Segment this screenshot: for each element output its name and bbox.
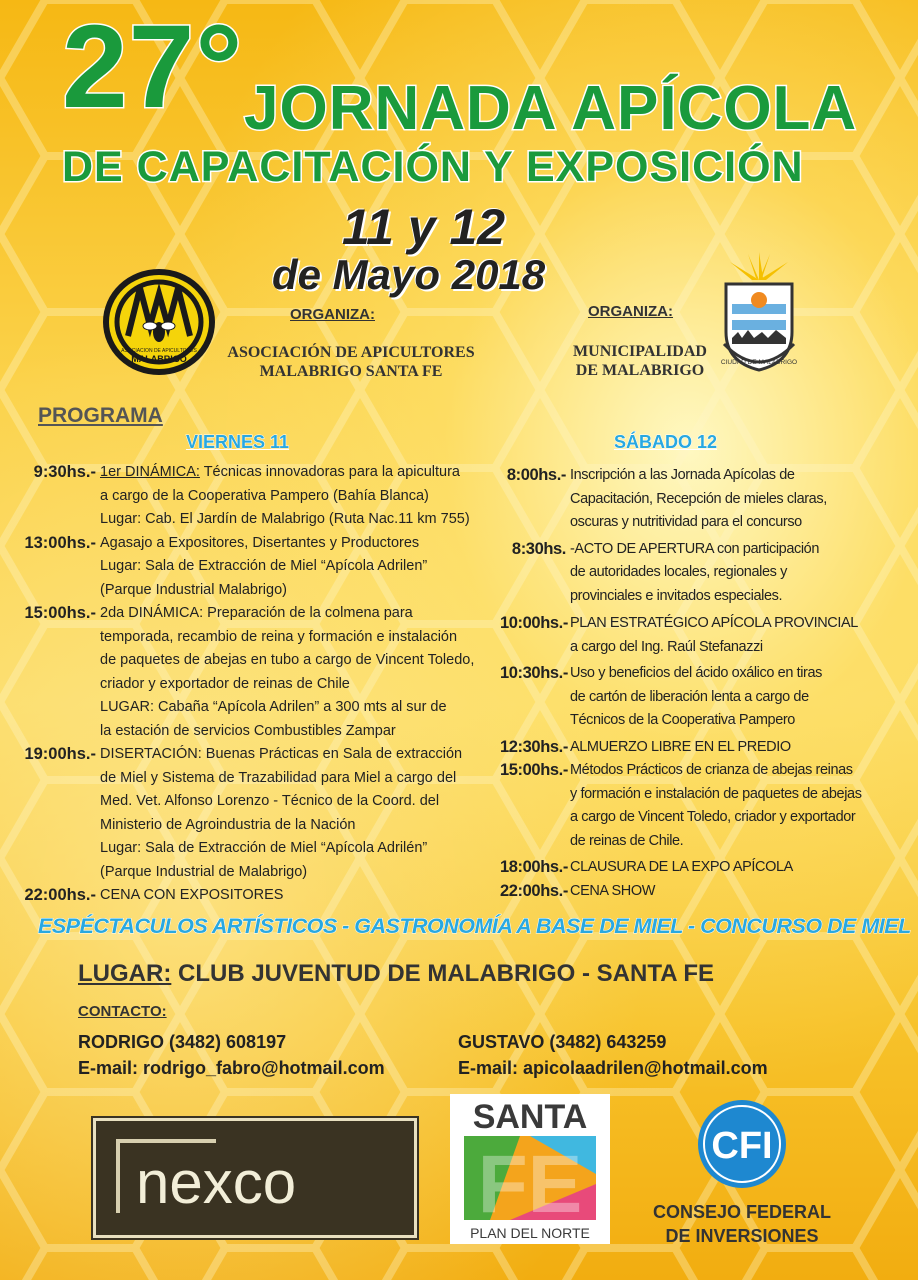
schedule-time: 10:30hs.- [500, 664, 568, 682]
schedule-description [100, 461, 470, 532]
event-title: JORNADA APÍCOLA [244, 74, 858, 143]
organizer-name-line: DE MALABRIGO [575, 362, 705, 379]
plan-del-norte: PLAN DEL NORTE [470, 1225, 590, 1241]
schedule-item [500, 538, 895, 609]
contact-rodrigo [78, 1029, 385, 1081]
schedule-description: ALMUERZO LIBRE EN EL PREDIO [570, 738, 791, 755]
schedule-item [22, 743, 502, 884]
event-month-year: de Mayo 2018 [272, 251, 546, 298]
organizer-name-line: ASOCIACIÓN DE APICULTORES [227, 344, 475, 361]
nexco-logo [93, 1118, 417, 1238]
organizer-name-line: MUNICIPALIDAD [573, 343, 707, 360]
schedule-label: 1er DINÁMICA: [100, 464, 200, 480]
municipality-crest-logo [718, 252, 800, 382]
venue-label: LUGAR: [78, 960, 172, 987]
schedule-item [22, 602, 502, 743]
schedule-time: 10:00hs.- [500, 614, 568, 632]
schedule-item [500, 759, 895, 853]
schedule-description: CLAUSURA DE LA EXPO APÍCOLA [570, 859, 793, 875]
santa-fe-logo [450, 1094, 610, 1244]
nexco-logo-mark [96, 1121, 414, 1235]
santa-fe-logo-mark [450, 1094, 610, 1244]
contact-email[interactable]: E-mail: apicolaadrilen@hotmail.com [458, 1058, 768, 1078]
schedule-time: 22:00hs.- [24, 886, 96, 904]
schedule-description: Uso y beneficios del ácido oxálico en tiras de cartón de liberación lenta a cargo de Técnicos de la Cooperativa Pampero [570, 665, 822, 728]
schedule-time: 19:00hs.- [24, 745, 96, 763]
schedule-item [22, 461, 502, 532]
schedule-description: Inscripción a las Jornada Apícolas de Capacitación, Recepción de mieles claras, oscuras y nutritividad para el concurso [570, 467, 827, 530]
schedule-description: 2da DINÁMICA: Preparación de la colmena para temporada, recambio de reina y formación e instalación de paquetes de abejas en tubo a cargo de Vincent Toledo, criador y exportador de reinas de Chile LUGAR: Cabaña “Apícola Adrilen” a 300 mts al sur de la estación de servicios Combustibles Zampar [100, 605, 475, 739]
venue-value: CLUB JUVENTUD DE MALABRIGO - SANTA FE [171, 960, 714, 987]
contact-name-phone: RODRIGO (3482) 608197 [78, 1032, 287, 1052]
schedule-item [500, 612, 895, 659]
schedule-description: CENA CON EXPOSITORES [100, 887, 284, 903]
cfi-logo [652, 1098, 832, 1258]
schedule-time: 8:00hs.- [506, 466, 566, 484]
organizer-name-municipality [560, 342, 720, 380]
organizer-label: ORGANIZA: [588, 303, 673, 320]
schedule-time: 15:00hs.- [24, 604, 96, 622]
logo-caption: ASOCIACION DE APICULTORES [121, 348, 197, 354]
contact-gustavo [458, 1029, 768, 1081]
schedule-description: -ACTO DE APERTURA con participación de autoridades locales, regionales y provinciales e invitados especiales. [570, 540, 819, 604]
contact-label: CONTACTO: [78, 1003, 167, 1020]
santa-word: SANTA [472, 1098, 588, 1136]
schedule-description: CENA SHOW [570, 882, 656, 899]
schedule-item [500, 736, 895, 760]
schedule-description: Agasajo a Expositores, Disertantes y Productores Lugar: Sala de Extracción de Miel “Apícola Adrilen” (Parque Industrial Malabrigo) [100, 534, 428, 598]
organizer-label: ORGANIZA: [290, 306, 375, 323]
event-subtitle: DE CAPACITACIÓN Y EXPOSICIÓN [62, 143, 804, 191]
saturday-heading: SÁBADO 12 [614, 432, 718, 452]
schedule-time: 22:00hs.- [500, 881, 568, 900]
cfi-logo-mark [652, 1098, 832, 1258]
friday-schedule [22, 461, 502, 908]
event-days: 11 y 12 [342, 199, 506, 255]
schedule-item [500, 856, 895, 880]
venue [78, 960, 714, 988]
cfi-initials: CFI [711, 1125, 773, 1167]
organizer-name-association [222, 343, 480, 381]
contact-email[interactable]: E-mail: rodrigo_fabro@hotmail.com [78, 1058, 385, 1078]
schedule-description: PLAN ESTRATÉGICO APÍCOLA PROVINCIAL a cargo del Ing. Raúl Stefanazzi [570, 615, 858, 655]
schedule-text: Técnicas innovadoras para la apicultura a cargo de la Cooperativa Pampero (Bahía Blanca) Lugar: Cab. El Jardín de Malabrigo (Ruta Nac.11 km 755) [100, 464, 470, 527]
contact-name-phone: GUSTAVO (3482) 643259 [458, 1032, 667, 1052]
nexco-wordmark: nexco [136, 1149, 297, 1216]
schedule-item [500, 662, 895, 733]
schedule-time: 8:30hs. [511, 539, 566, 558]
friday-heading: VIERNES 11 [186, 432, 290, 452]
schedule-description: Métodos Prácticos de crianza de abejas reinas y formación e instalación de paquetes de abejas a cargo de Vincent Toledo, criador y exportador de reinas de Chile. [570, 762, 862, 849]
schedule-time: 9:30hs.- [33, 463, 96, 481]
schedule-item [500, 464, 895, 535]
cfi-line1: CONSEJO FEDERAL [652, 1202, 832, 1222]
saturday-schedule [500, 464, 895, 903]
fe-word: FE [477, 1139, 583, 1230]
schedule-time: 12:30hs.- [500, 737, 568, 756]
schedule-description: DISERTACIÓN: Buenas Prácticas en Sala de extracción de Miel y Sistema de Trazabilidad para Miel a cargo del Med. Vet. Alfonso Lorenzo - Técnico de la Coord. del Ministerio de Agroindustria de la Nación Lugar: Sala de Extracción de Miel “Apícola Adrilén” (Parque Industrial de Malabrigo) [100, 746, 463, 880]
schedule-time: 13:00hs.- [24, 533, 96, 552]
organizer-name-line: MALABRIGO SANTA FE [259, 363, 443, 380]
schedule-item [500, 880, 895, 904]
program-heading: PROGRAMA [38, 404, 163, 427]
crest-caption: CIUDAD DE MALABRIGO [720, 359, 798, 366]
beekeepers-association-logo [100, 266, 218, 378]
event-highlights: ESPÉCTACULOS ARTÍSTICOS - GASTRONOMÍA A BASE DE MIEL - CONCURSO DE MIEL [38, 914, 911, 938]
logo-town: MALABRIGO [131, 354, 187, 364]
schedule-time: 15:00hs.- [500, 761, 568, 779]
cfi-line2: DE INVERSIONES [665, 1226, 819, 1246]
schedule-time: 18:00hs.- [500, 858, 568, 876]
schedule-item [22, 884, 502, 908]
schedule-item [22, 532, 502, 603]
edition-number: 27° [62, 1, 244, 133]
